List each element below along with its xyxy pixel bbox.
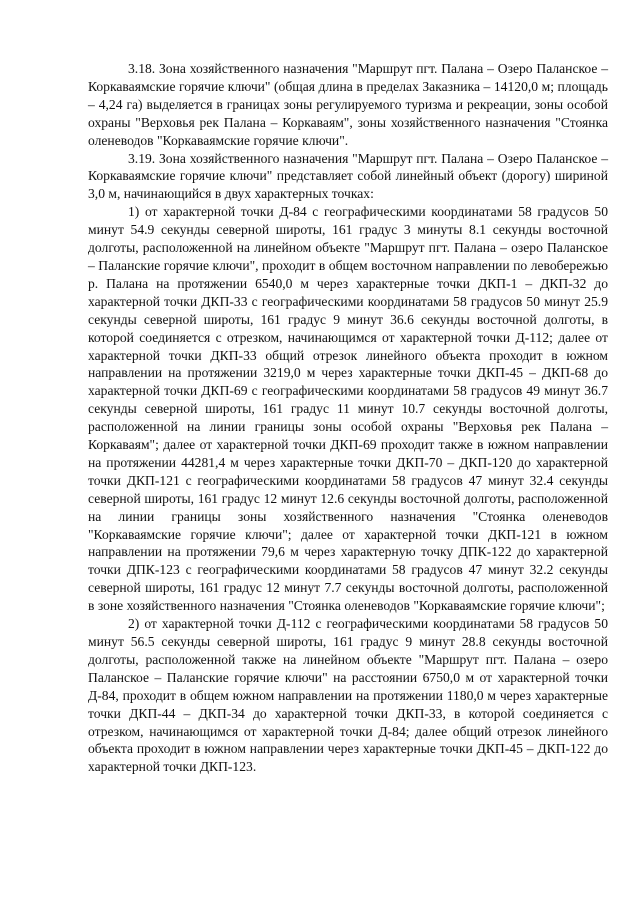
list-item-2: 2) от характерной точки Д-112 с географическими координатами 58 градусов 50 минут 56.5 секунды северной широты, 161 градус 9 минут 28.8 секунды восточной долготы, расположенной также на линейном объекте "Маршрут пгт. Палана – озеро Паланское – Паланские горячие ключи" на расстоянии 6750,0 м от характерной точки Д-84, проходит в общем южном направлении на протяжении 1180,0 м через характерные точки ДКП-44 – ДКП-34 до характерной точки ДКП-33, в которой соединяется с отрезком, начинающимся от характерной точки Д-84; далее общий отрезок линейного объекта проходит в южном направлении через характерные точки ДКП-45 – ДКП-122 до характерной точки ДКП-123.	[88, 616, 608, 775]
paragraph-3-19: 3.19. Зона хозяйственного назначения "Маршрут пгт. Палана – Озеро Паланское – Коркаваямские горячие ключи" представляет собой линейный объект (дорогу) шириной 3,0 м, начинающийся в двух характерных точках:	[88, 150, 608, 202]
paragraph-3-18: 3.18. Зона хозяйственного назначения "Маршрут пгт. Палана – Озеро Паланское – Коркаваямские горячие ключи" (общая длина в пределах Заказника – 14120,0 м; площадь – 4,24 га) выделяется в границах зоны регулируемого туризма и рекреации, зоны особой охраны "Верховья рек Палана – Коркаваям", зоны хозяйственного назначения "Стоянка оленеводов "Коркаваямские горячие ключи".	[88, 61, 608, 148]
document-page	[88, 60, 608, 776]
list-item-1: 1) от характерной точки Д-84 с географическими координатами 58 градусов 50 минут 54.9 секунды северной широты, 161 градус 3 минуты 8.1 секунды восточной долготы, расположенной на линейном объекте "Маршрут пгт. Палана – озеро Паланское – Паланские горячие ключи", проходит в общем восточном направлении по левобережью р. Палана на протяжении 6540,0 м через характерные точки ДКП-1 – ДКП-32 до характерной точки ДКП-33 с географическими координатами 58 градусов 50 минут 25.9 секунды северной широты, 161 градус 9 минут 36.6 секунды восточной долготы, в которой соединяется с отрезком, начинающимся от характерной точки Д-112; далее от характерной точки ДКП-33 общий отрезок линейного объекта проходит в южном направлении на протяжении 3219,0 м через характерные точки ДКП-45 – ДКП-68 до характерной точки ДКП-69 с географическими координатами 58 градусов 49 минут 36.7 секунды северной широты, 161 градус 11 минут 10.7 секунды восточной долготы, расположенной на линии границы зоны особой охраны "Верховья рек Палана – Коркаваям"; далее от характерной точки ДКП-69 проходит также в южном направлении на протяжении 44281,4 м через характерные точки ДКП-70 – ДКП-120 до характерной точки ДКП-121 с географическими координатами 58 градусов 47 минут 32.4 секунды северной широты, 161 градус 12 минут 12.6 секунды восточной долготы, расположенной на линии границы зоны хозяйственного назначения "Стоянка оленеводов "Коркаваямские горячие ключи"; далее от характерной точки ДКП-121 в южном направлении на протяжении 79,6 м через характерную точку ДПК-122 до характерной точки ДПК-123 с географическими координатами 58 градусов 47 минут 32.2 секунды северной широты, 161 градус 12 минут 7.7 секунды восточной долготы, расположенной в зоне хозяйственного назначения "Стоянка оленеводов "Коркаваямские горячие ключи";	[88, 204, 608, 614]
